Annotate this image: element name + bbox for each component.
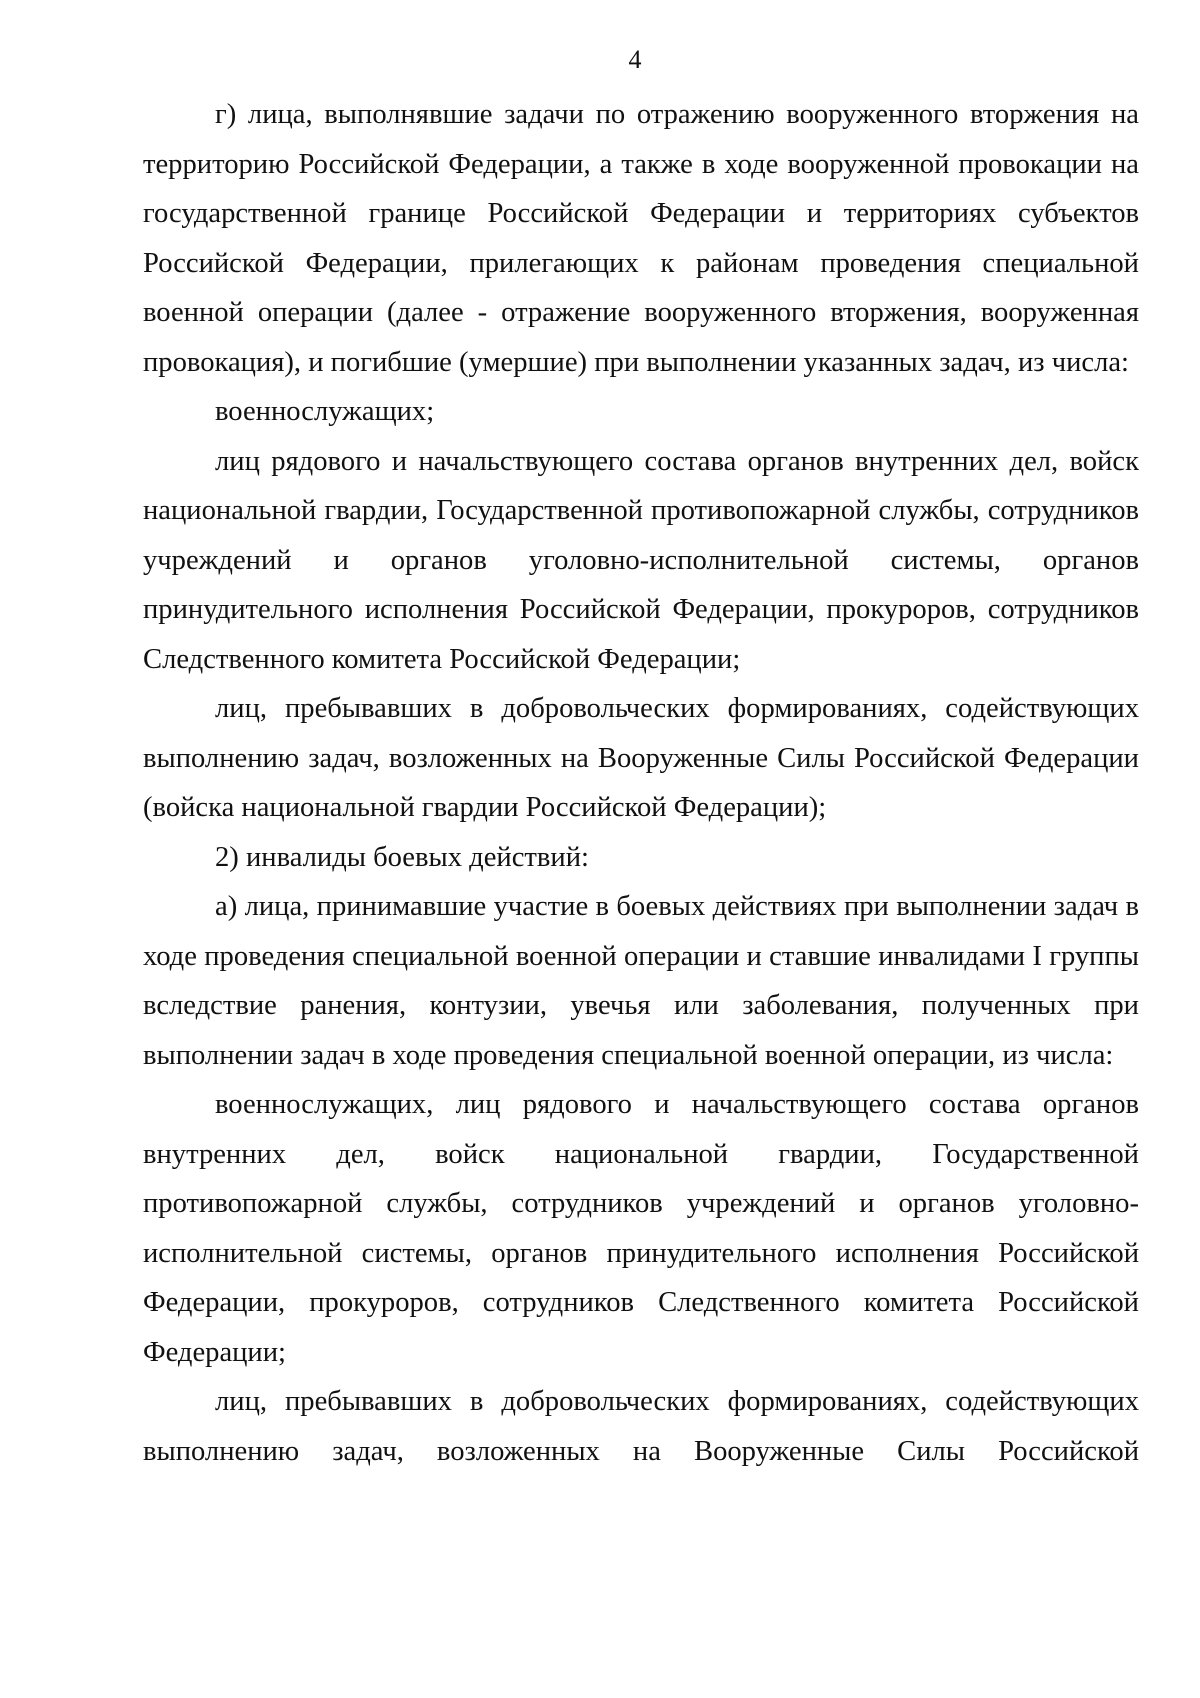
page-number: 4 [628,45,642,74]
paragraph-volunteer-formations: лиц, пребывавших в добровольческих формированиях, содействующих выполнению задач, возложенных на Вооруженные Силы Российской Федерации (войска национальной гвардии Российской Федерации); [143,693,1139,823]
paragraph-combat-invalids-heading: 2) инвалиды боевых действий: [215,841,589,873]
paragraph-servicemen: военнослужащих; [215,396,435,427]
paragraph-internal-affairs-staff: лиц рядового и начальствующего состава органов внутренних дел, войск национальной гвардии, Государственной противопожарной службы, сотрудников учреждений и органов уголовно-исполнительной системы, органов принудительного исполнения Российской Федерации, прокуроров, сотрудников Следственного комитета Российской Федерации; [143,445,1139,675]
paragraph-servicemen-and-staff: военнослужащих, лиц рядового и начальствующего состава органов внутренних дел, войск национальной гвардии, Государственной противопожарной службы, сотрудников учреждений и органов уголовно-исполнительной системы, органов принудительного исполнения Российской Федерации, прокуроров, сотрудников Следственного комитета Российской Федерации; [143,1089,1139,1368]
document-body [143,90,1139,1476]
paragraph-a-group-one-invalids: а) лица, принимавшие участие в боевых действиях при выполнении задач в ходе проведения специальной военной операции и ставшие инвалидами I группы вследствие ранения, контузии, увечья или заболевания, полученных при выполнении задач в ходе проведения специальной военной операции, из числа: [143,891,1139,1071]
paragraph-g-armed-invasion: г) лица, выполнявшие задачи по отражению вооруженного вторжения на территорию Российской Федерации, а также в ходе вооруженной провокации на государственной границе Российской Федерации и территориях субъектов Российской Федерации, прилегающих к районам проведения специальной военной операции (далее - отражение вооруженного вторжения, вооруженная провокация), и погибшие (умершие) при выполнении указанных задач, из числа: [143,99,1139,378]
paragraph-volunteer-formations-continued: лиц, пребывавших в добровольческих формированиях, содействующих выполнению задач, возложенных на Вооруженные Силы Российской [143,1386,1139,1467]
